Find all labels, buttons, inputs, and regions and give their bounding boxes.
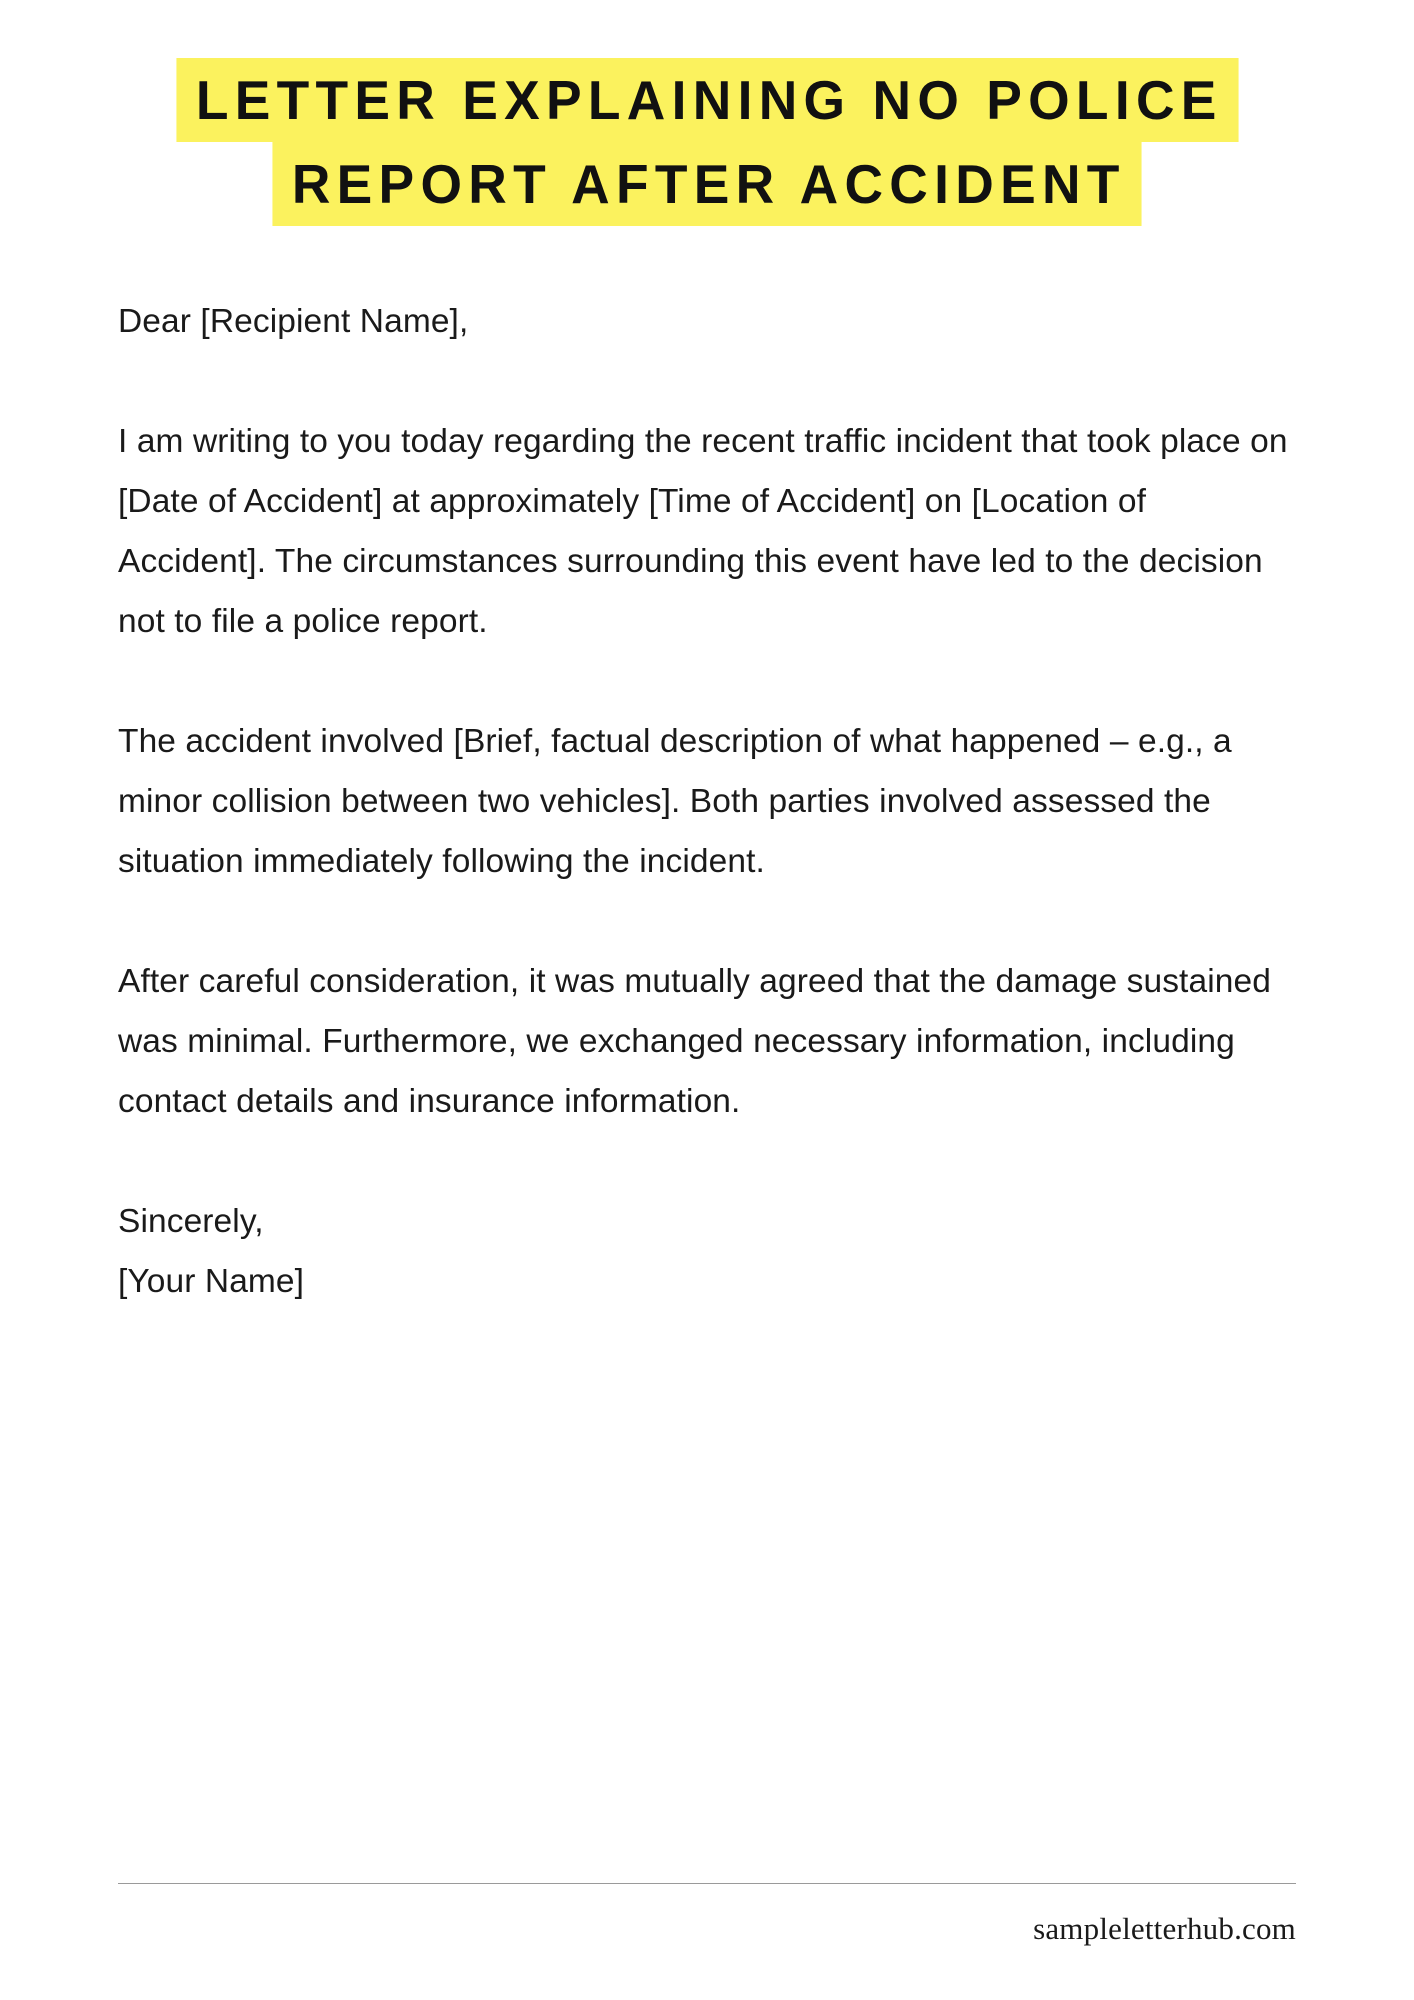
closing-salutation: Sincerely, (118, 1203, 264, 1240)
salutation: Dear [Recipient Name], (118, 303, 469, 340)
title-line-2-row (118, 142, 1296, 226)
title-line-1: LETTER EXPLAINING NO POLICE (176, 58, 1238, 142)
footer-website-url: sampleletterhub.com (1033, 1911, 1296, 1946)
body-paragraph-1: I am writing to you today regarding the recent traffic incident that took place on [Date of Accident] at approximately [Time of Accident] on [Location of Accident]. The circumstances surrounding this event have led to the decision not to file a police report. (118, 423, 1288, 640)
signature-name: [Your Name] (118, 1263, 305, 1300)
title-line-2: REPORT AFTER ACCIDENT (273, 142, 1142, 226)
page-title (118, 0, 1296, 226)
closing-block (118, 1192, 1296, 1312)
body-paragraph-2: The accident involved [Brief, factual description of what happened – e.g., a minor collision between two vehicles]. Both parties involved assessed the situation immediately following the incident. (118, 723, 1232, 880)
letter-body (118, 226, 1296, 1312)
page-footer (118, 1883, 1296, 1948)
body-paragraph-3: After careful consideration, it was mutually agreed that the damage sustained was minimal. Furthermore, we exchanged necessary information, including contact details and insurance information. (118, 963, 1271, 1120)
footer-divider (118, 1883, 1296, 1884)
title-line-1-row (118, 58, 1296, 142)
